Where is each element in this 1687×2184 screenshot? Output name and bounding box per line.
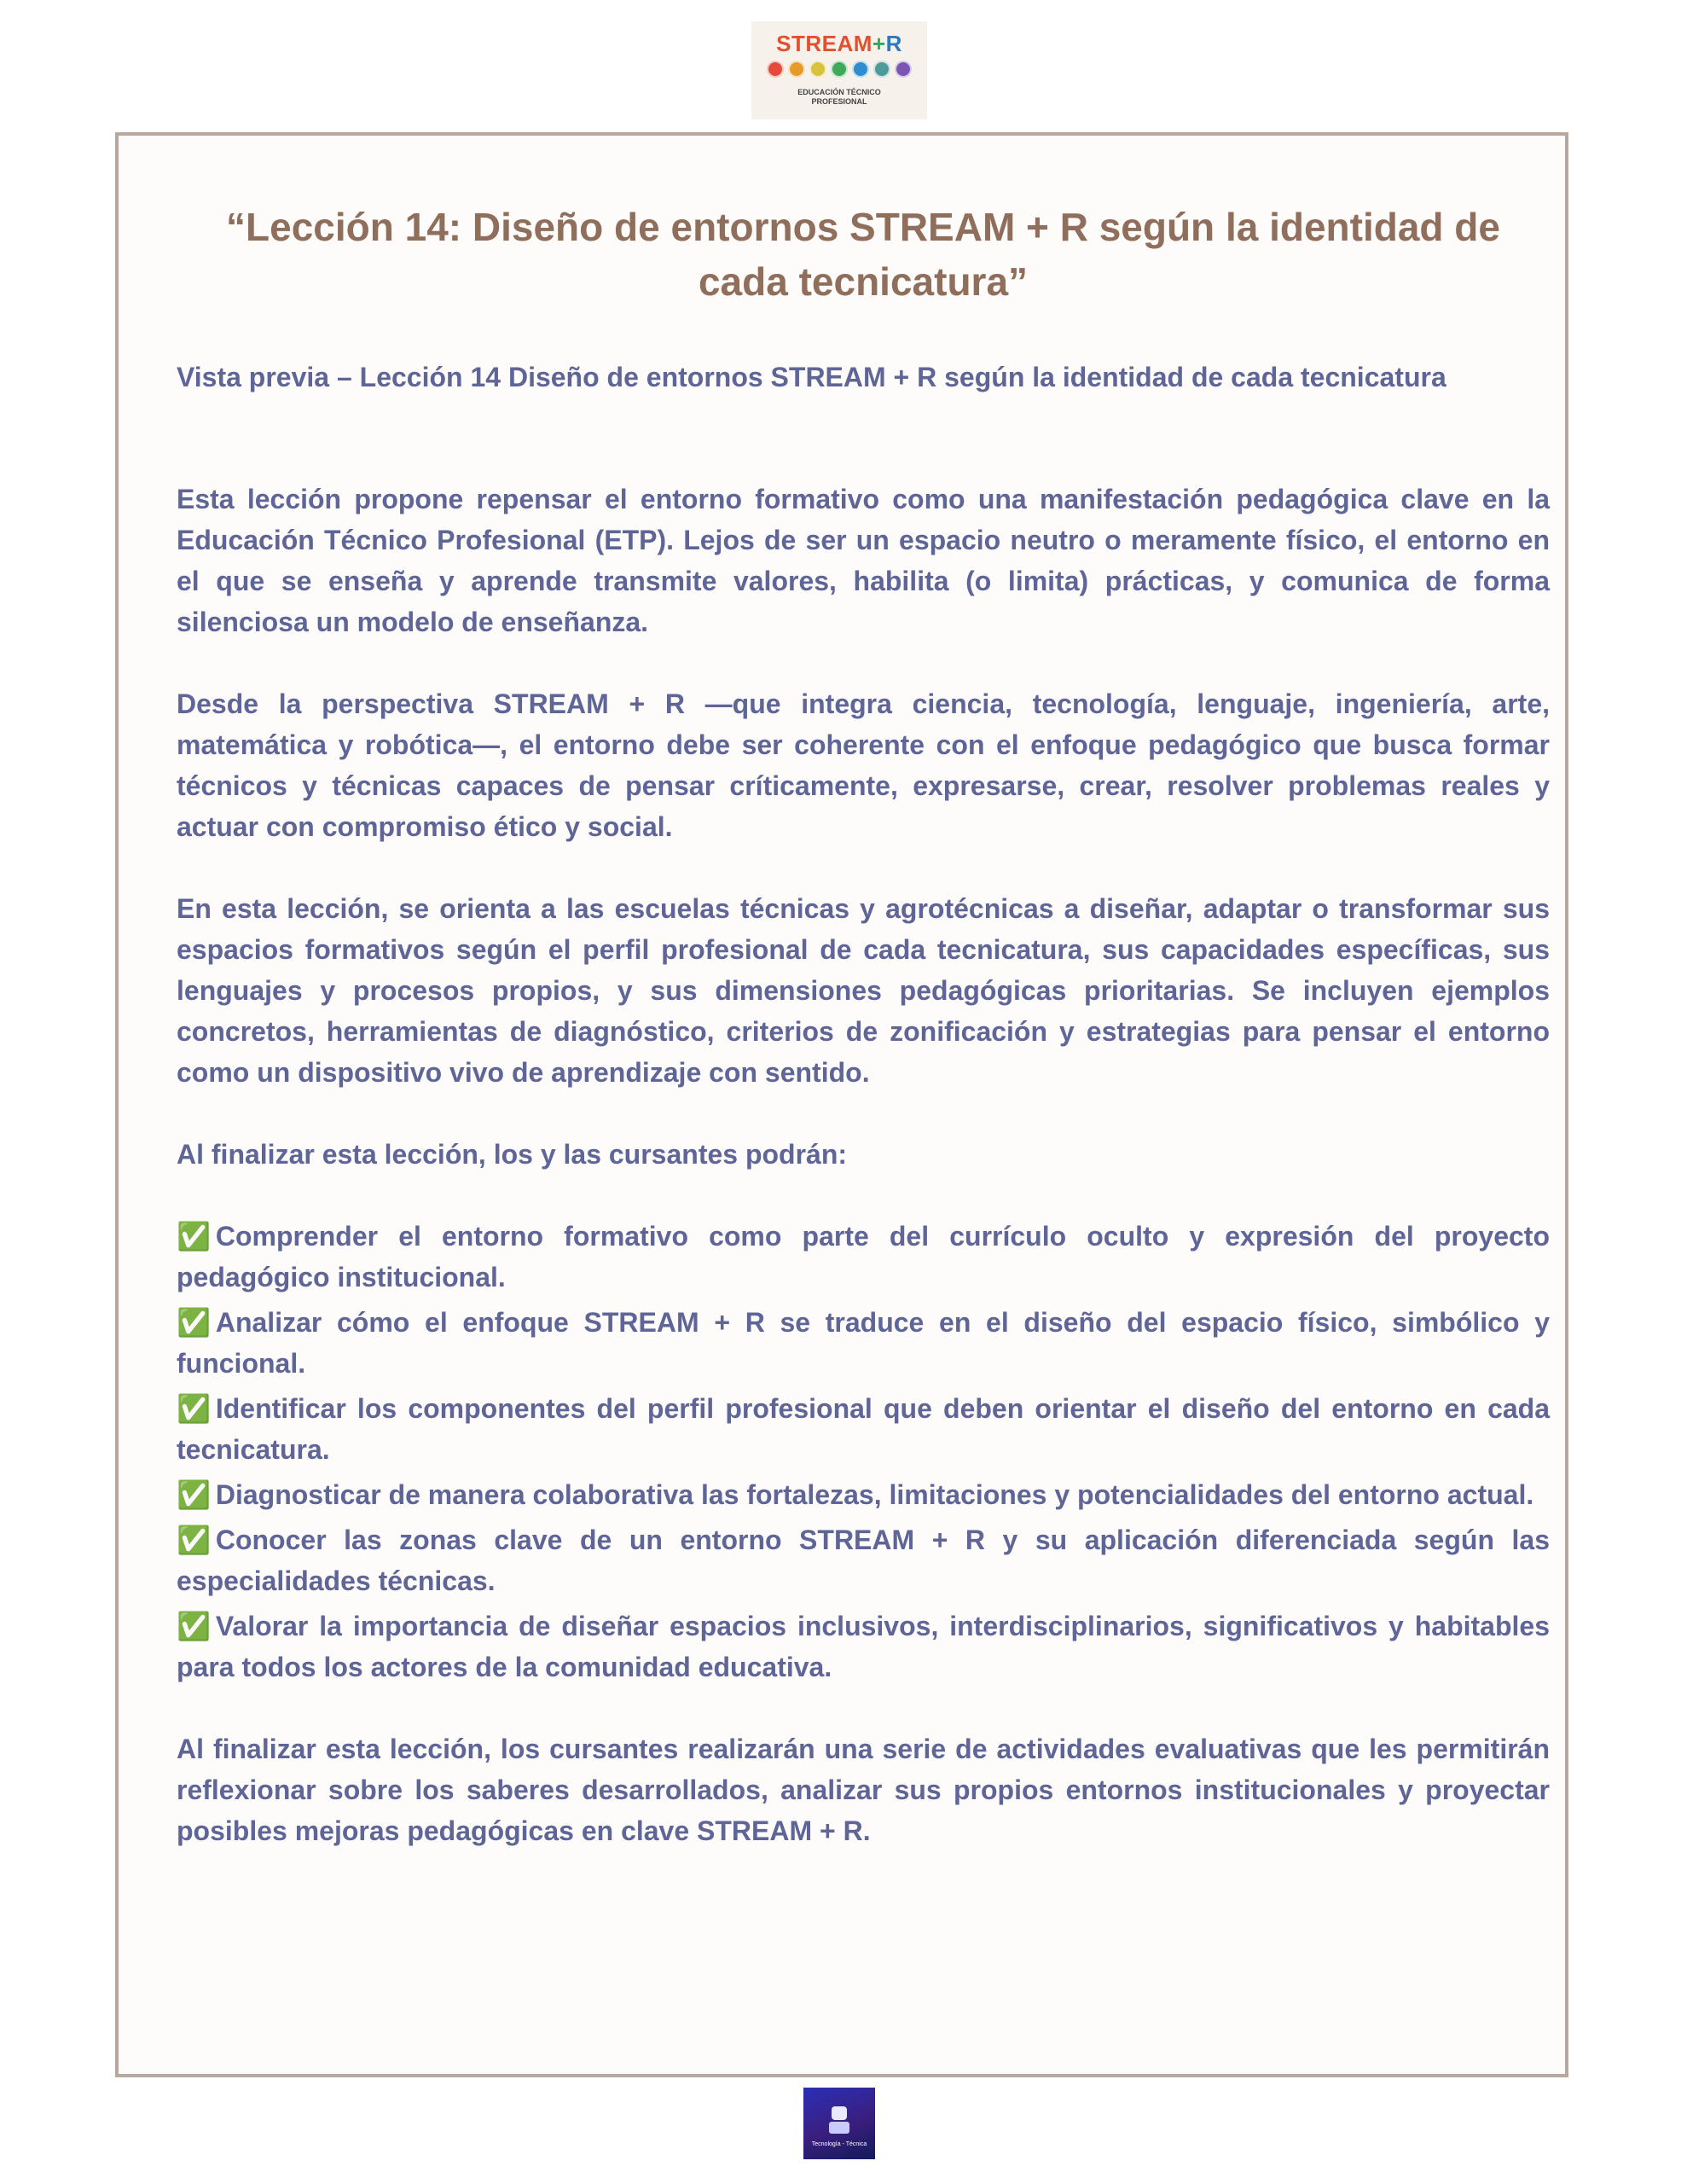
preview-subtitle: Vista previa – Lección 14 Diseño de entornos STREAM + R según la identidad de cada tecnicatura <box>177 362 1446 392</box>
stream-r-logo <box>751 21 927 119</box>
logo-subtitle <box>751 88 927 107</box>
objective-text: Conocer las zonas clave de un entorno STREAM + R y su aplicación diferenciada según las especialidades técnicas. <box>177 1525 1550 1596</box>
objective-text: Diagnosticar de manera colaborativa las fortalezas, limitaciones y potencialidades del entorno actual. <box>215 1479 1534 1510</box>
objective-item <box>177 1302 1550 1384</box>
objective-item <box>177 1519 1550 1601</box>
logo-title <box>751 32 927 55</box>
objective-text: Comprender el entorno formativo como parte del currículo oculto y expresión del proyecto pedagógico institucional. <box>177 1221 1550 1292</box>
objective-text: Analizar cómo el enfoque STREAM + R se traduce en el diseño del espacio físico, simbólico y funcional. <box>177 1307 1550 1379</box>
objective-text: Identificar los componentes del perfil profesional que deben orientar el diseño del entorno en cada tecnicatura. <box>177 1393 1550 1465</box>
objective-item <box>177 1606 1550 1687</box>
closing-paragraph: Al finalizar esta lección, los cursantes realizarán una serie de actividades evaluativas que les permitirán reflexionar sobre los saberes desarrollados, analizar sus propios entornos institucionales y proyectar posibles mejoras pedagógicas en clave STREAM + R. <box>177 1734 1550 1846</box>
objective-text: Valorar la importancia de diseñar espacios inclusivos, interdisciplinarios, significativos y habitables para todos los actores de la comunidad educativa. <box>177 1611 1550 1682</box>
objectives-list <box>177 1216 1550 1687</box>
logo-robotics-icon <box>895 61 912 78</box>
robot-head-icon <box>832 2106 847 2120</box>
logo-arts-icon <box>852 61 869 78</box>
logo-engineering-icon <box>831 61 848 78</box>
lesson-orientation-paragraph: En esta lección, se orienta a las escuelas técnicas y agrotécnicas a diseñar, adaptar o transformar sus espacios formativos según el perfil profesional de cada tecnicatura, sus capacidades específicas, sus lenguajes y procesos propios, y sus dimensiones pedagógicas prioritarias. Se incluyen ejemplos concretos, herramientas de diagnóstico, criterios de zonificación y estrategias para pensar el entorno como un dispositivo vivo de aprendizaje con sentido. <box>177 893 1550 1088</box>
checkmark-icon: ✅ <box>177 1220 211 1252</box>
logo-reading-icon <box>809 61 826 78</box>
checkmark-icon: ✅ <box>177 1524 211 1556</box>
intro-paragraph: Esta lección propone repensar el entorno formativo como una manifestación pedagógica clave en la Educación Técnico Profesional (ETP). Lejos de ser un espacio neutro o meramente físico, el entorno en el que se enseña y aprende transmite valores, habilita (o limita) prácticas, y comunica de forma silenciosa un modelo de enseñanza. <box>177 484 1550 637</box>
logo-math-icon <box>873 61 890 78</box>
logo-subtitle-line1: EDUCACIÓN TÉCNICO <box>797 88 881 96</box>
objective-item <box>177 1216 1550 1298</box>
document-frame <box>115 132 1568 2077</box>
tecnologia-tecnica-logo <box>803 2088 875 2159</box>
lesson-title: “Lección 14: Diseño de entornos STREAM + R según la identidad de cada tecnicatura” <box>226 205 1500 304</box>
checkmark-icon: ✅ <box>177 1610 211 1642</box>
document-content <box>177 200 1550 1851</box>
logo-title-main: STREAM <box>776 31 872 56</box>
logo-title-r: R <box>885 31 902 56</box>
logo-subtitle-line2: PROFESIONAL <box>811 97 867 106</box>
logo-technology-icon <box>788 61 805 78</box>
logo-title-plus: + <box>872 31 886 56</box>
objectives-intro: Al finalizar esta lección, los y las cursantes podrán: <box>177 1139 848 1170</box>
checkmark-icon: ✅ <box>177 1392 211 1425</box>
objective-item <box>177 1474 1550 1515</box>
logo-science-icon <box>767 61 784 78</box>
checkmark-icon: ✅ <box>177 1478 211 1511</box>
logo-discipline-icons <box>751 61 927 78</box>
checkmark-icon: ✅ <box>177 1306 211 1339</box>
footer-logo-caption: Tecnología - Técnica <box>811 2141 867 2147</box>
stream-perspective-paragraph: Desde la perspectiva STREAM + R —que integra ciencia, tecnología, lenguaje, ingeniería, arte, matemática y robótica—, el entorno debe ser coherente con el enfoque pedagógico que busca formar técnicos y técnicas capaces de pensar críticamente, expresarse, crear, resolver problemas reales y actuar con compromiso ético y social. <box>177 688 1550 842</box>
robot-body-icon <box>829 2122 849 2134</box>
objective-item <box>177 1388 1550 1470</box>
